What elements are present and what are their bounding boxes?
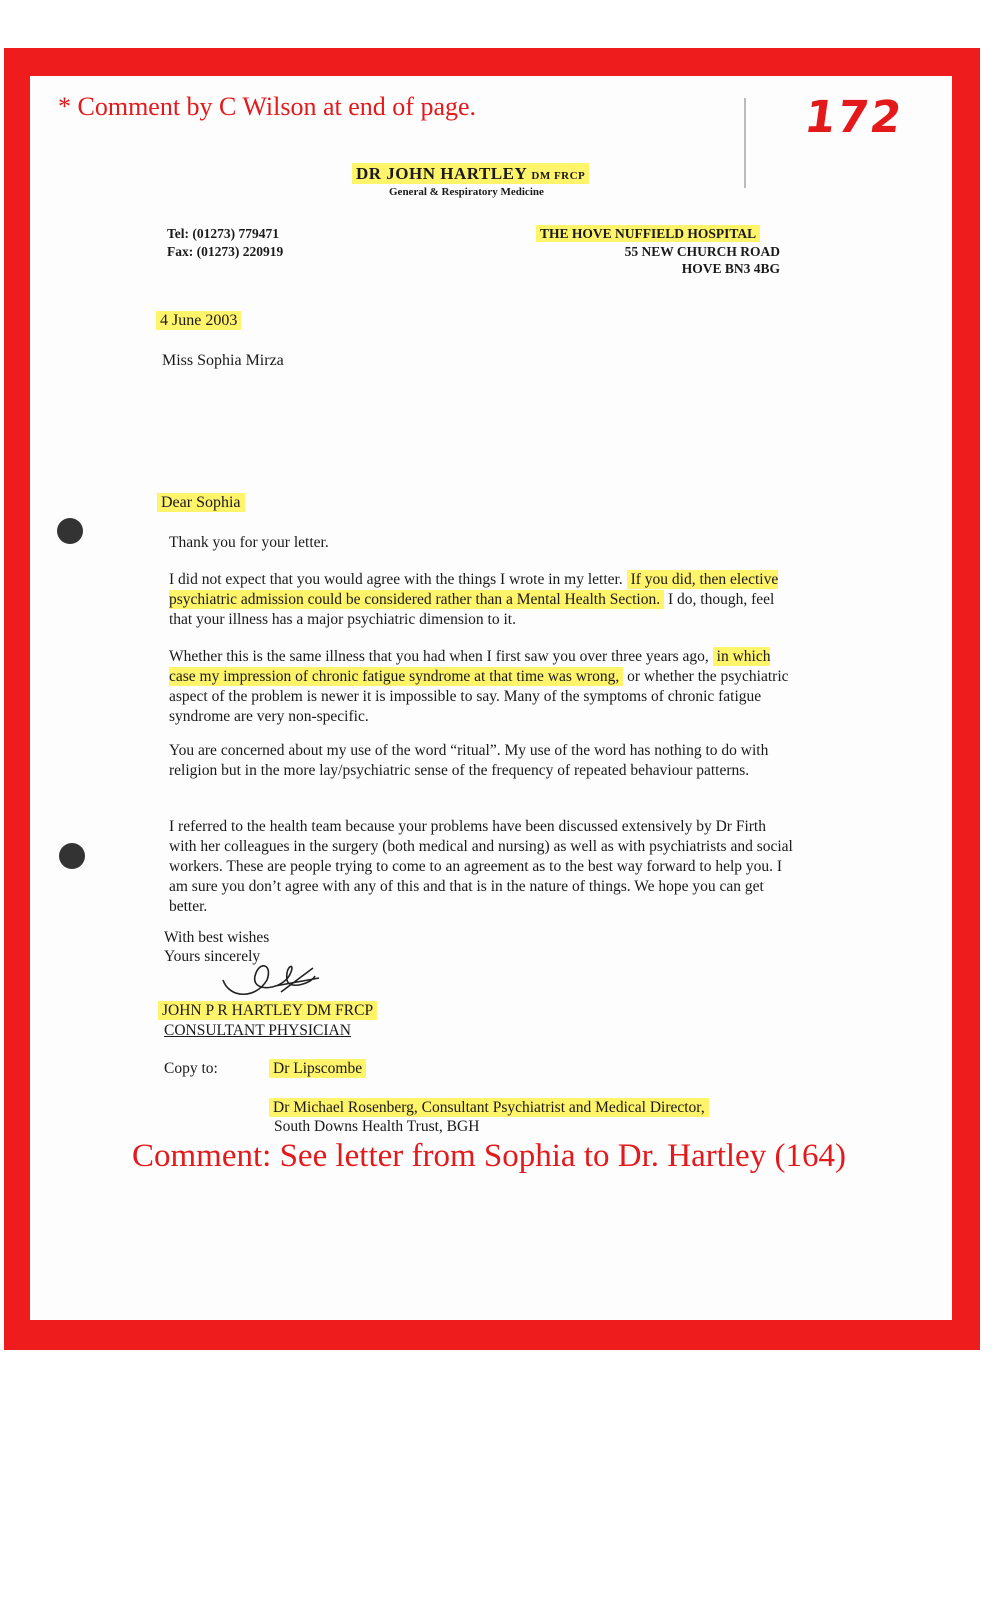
hospital-name: THE HOVE NUFFIELD HOSPITAL — [536, 226, 760, 242]
bottom-comment: Comment: See letter from Sophia to Dr. Hartley (164) — [132, 1138, 846, 1174]
paragraph-5: I referred to the health team because your problems have been discussed extensively by Dr Firth with her colleagues in the surgery (both medical and nursing) as well as with psychiatrists and social workers. These are people trying to come to an agreement as to the best way forward to help you. I am sure you don’t agree with any of this and that is in the nature of things. We hope you can get better. — [169, 818, 793, 915]
copy-recipient-2-org: South Downs Health Trust, BGH — [274, 1118, 480, 1135]
closing-yours: Yours sincerely — [164, 948, 261, 965]
signer-name: JOHN P R HARTLEY DM FRCP — [158, 1002, 377, 1020]
tel-number: Tel: (01273) 779471 — [167, 226, 279, 241]
hospital-address-line2: HOVE BN3 4BG — [681, 261, 780, 276]
paragraph-4: You are concerned about my use of the word “ritual”. My use of the word has nothing to do with religion but in the more lay/psychiatric sense of the frequency of repeated behaviour patterns. — [169, 742, 769, 779]
signer-title: CONSULTANT PHYSICIAN — [164, 1022, 351, 1039]
paragraph-3: Whether this is the same illness that you had when I first saw you over three years ago, in which case my impression of chronic fatigue syndrome at that time was wrong, or whether the psychiatric aspect of the problem is newer it is impossible to say. Many of the symptoms of chronic fatigue syndrome are very non-specific. — [169, 648, 789, 725]
copy-recipient-2: Dr Michael Rosenberg, Consultant Psychiatrist and Medical Director, — [269, 1099, 709, 1117]
letterhead-qualifications: DM FRCP — [531, 170, 586, 182]
signature — [215, 950, 325, 1005]
page-number: 172 — [801, 92, 907, 143]
letterhead-specialty: General & Respiratory Medicine — [389, 186, 544, 198]
salutation: Dear Sophia — [157, 494, 245, 512]
paragraph-2: I did not expect that you would agree with the things I wrote in my letter. If you did, then elective psychiatric admission could be considered rather than a Mental Health Section. I do, though, feel that your illness has a major psychiatric dimension to it. — [169, 571, 779, 628]
closing-wishes: With best wishes — [164, 929, 270, 946]
recipient-name: Miss Sophia Mirza — [162, 352, 284, 369]
paragraph-2-highlight: If you did, then elective psychiatric admission could be considered rather than a Mental Health Section. — [169, 571, 779, 608]
letterhead-name: DR JOHN HARTLEY DM FRCP — [352, 164, 589, 184]
punch-hole-bottom — [59, 843, 85, 869]
copy-recipient-1: Dr Lipscombe — [269, 1060, 366, 1078]
punch-hole-top — [57, 518, 83, 544]
fax-number: Fax: (01273) 220919 — [167, 244, 284, 259]
letter-date: 4 June 2003 — [156, 312, 241, 330]
scan-mark-line — [744, 98, 746, 188]
paragraph-1: Thank you for your letter. — [169, 534, 329, 551]
paragraph-3-highlight: in which case my impression of chronic fatigue syndrome at that time was wrong, — [169, 648, 771, 685]
copy-to-label: Copy to: — [164, 1060, 218, 1077]
hospital-address-line1: 55 NEW CHURCH ROAD — [624, 244, 780, 259]
top-comment: * Comment by C Wilson at end of page. — [58, 92, 477, 121]
